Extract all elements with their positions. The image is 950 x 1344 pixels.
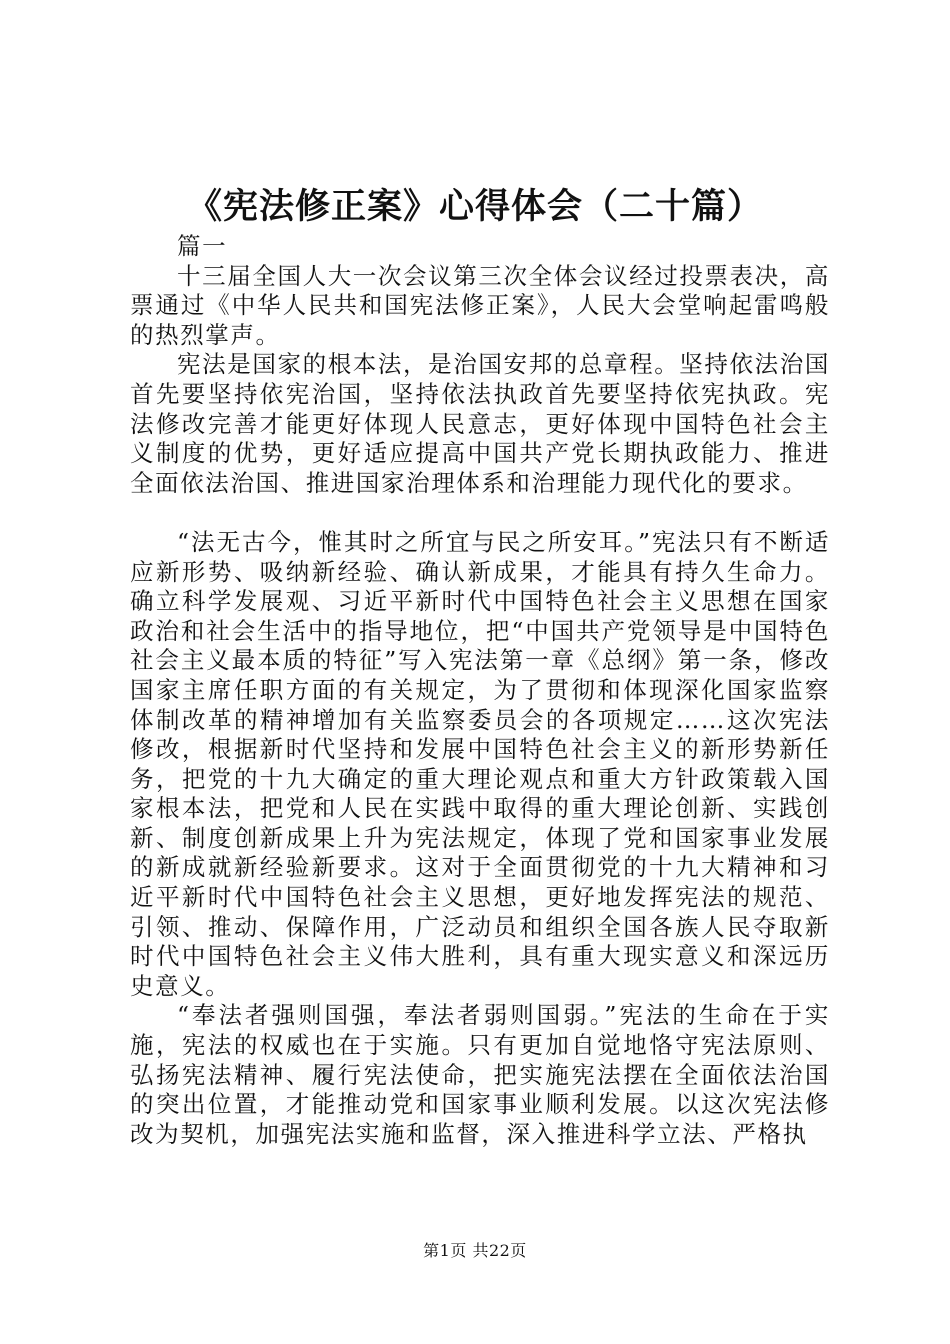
paragraph-spacer (130, 498, 830, 528)
paragraph-4: “奉法者强则国强，奉法者弱则国弱。”宪法的生命在于实施，宪法的权威也在于实施。只有更加自觉地恪守宪法原则、弘扬宪法精神、履行宪法使命，把实施宪法摆在全面依法治国的突出位置，才能推动党和国家事业顺利发展。以这次宪法修改为契机，加强宪法实施和监督，深入推进科学立法、严格执 (130, 1001, 830, 1148)
document-title: 《宪法修正案》心得体会（二十篇） (186, 186, 763, 227)
document-body (130, 232, 830, 1149)
paragraph-1: 十三届全国人大一次会议第三次全体会议经过投票表决，高票通过《中华人民共和国宪法修正案》，人民大会堂响起雷鸣般的热烈掌声。 (130, 261, 830, 349)
page-footer: 第1页 共22页 (423, 1241, 527, 1260)
section-heading: 篇一 (177, 232, 228, 260)
paragraph-2: 宪法是国家的根本法，是治国安邦的总章程。坚持依法治国首先要坚持依宪治国，坚持依法执政首先要坚持依宪执政。宪法修改完善才能更好体现人民意志，更好体现中国特色社会主义制度的优势，更好适应提高中国共产党长期执政能力、推进全面依法治国、推进国家治理体系和治理能力现代化的要求。 (130, 350, 830, 497)
paragraph-3: “法无古今，惟其时之所宜与民之所安耳。”宪法只有不断适应新形势、吸纳新经验、确认新成果，才能具有持久生命力。确立科学发展观、习近平新时代中国特色社会主义思想在国家政治和社会生活中的指导地位，把“中国共产党领导是中国特色社会主义最本质的特征”写入宪法第一章《总纲》第一条，修改国家主席任职方面的有关规定，为了贯彻和体现深化国家监察体制改革的精神增加有关监察委员会的各项规定……这次宪法修改，根据新时代坚持和发展中国特色社会主义的新形势新任务，把党的十九大确定的重大理论观点和重大方针政策载入国家根本法，把党和人民在实践中取得的重大理论创新、实践创新、制度创新成果上升为宪法规定，体现了党和国家事业发展的新成就新经验新要求。这对于全面贯彻党的十九大精神和习近平新时代中国特色社会主义思想，更好地发挥宪法的规范、引领、推动、保障作用，广泛动员和组织全国各族人民夺取新时代中国特色社会主义伟大胜利，具有重大现实意义和深远历史意义。 (130, 527, 830, 1000)
